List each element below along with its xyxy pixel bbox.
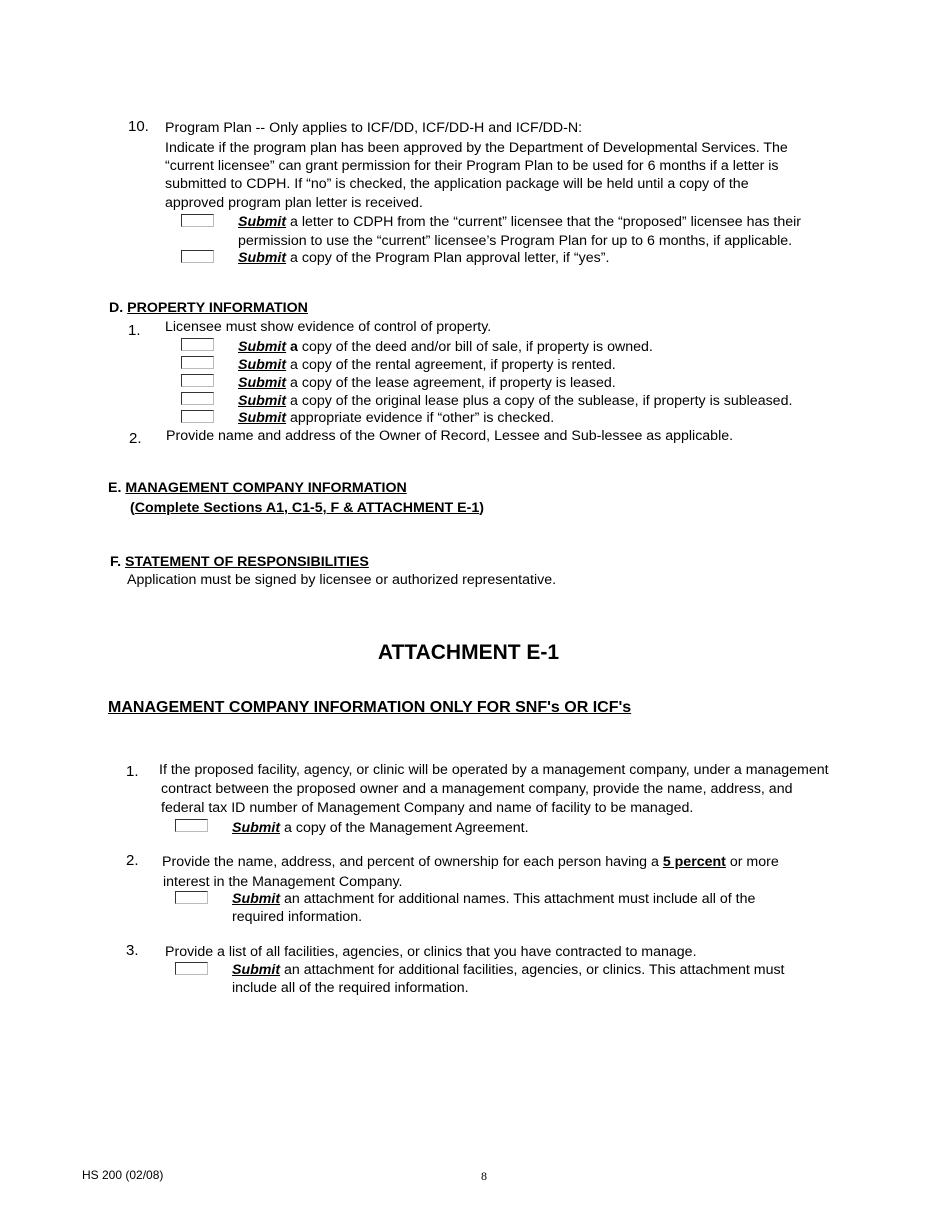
- submit-program-plan-letter: [238, 213, 801, 231]
- submit-additional-names-cont: required information.: [232, 909, 363, 925]
- submit-other: [238, 409, 554, 427]
- section-f-letter: F.: [110, 554, 122, 570]
- item-10-title: Program Plan -- Only applies to ICF/DD, ICF/DD-H and ICF/DD-N:: [165, 120, 583, 136]
- rental-checkbox[interactable]: [181, 356, 214, 369]
- attachment-subtitle: MANAGEMENT COMPANY INFORMATION ONLY FOR SNF's OR ICF's: [108, 699, 632, 716]
- item-10-line: Indicate if the program plan has been approved by the Department of Developmental Services. The: [165, 140, 788, 156]
- submit-sublease: [238, 392, 792, 410]
- submit-label: Submit: [232, 891, 281, 907]
- submit-text: appropriate evidence if “other” is checked.: [286, 410, 555, 426]
- attachment-item-1-line: contract between the proposed owner and a management company, provide the name, address, and: [161, 781, 793, 797]
- submit-additional-names: [232, 890, 755, 908]
- item-10-line: “current licensee” can grant permission for their Program Plan to be used for 6 months if a letter is: [165, 158, 779, 175]
- attachment-item-1-line: If the proposed facility, agency, or clinic will be operated by a management company, under a management: [159, 762, 829, 778]
- submit-program-plan-approval: [238, 249, 609, 267]
- section-f-text: Application must be signed by licensee or authorized representative.: [127, 572, 557, 588]
- page-number: 8: [481, 1169, 487, 1183]
- submit-label: Submit: [238, 393, 287, 409]
- section-d-letter: D.: [109, 300, 124, 316]
- submit-text: an attachment for additional facilities, agencies, or clinics. This attachment must: [280, 962, 785, 978]
- five-percent-emphasis: 5 percent: [662, 854, 726, 870]
- section-d-heading: [109, 299, 308, 317]
- attachment-title: ATTACHMENT E-1: [377, 641, 560, 664]
- submit-text: a copy of the Program Plan approval letter, if “yes”.: [286, 250, 610, 266]
- lease-checkbox[interactable]: [181, 374, 214, 387]
- item-10-number: 10.: [128, 118, 149, 135]
- submit-program-plan-letter-cont: permission to use the “current” licensee’s Program Plan for up to 6 months, if applicable.: [238, 233, 793, 249]
- additional-facilities-checkbox[interactable]: [175, 962, 208, 975]
- section-e-sub-open: (: [130, 500, 135, 516]
- submit-label: Submit: [238, 250, 287, 266]
- attachment-item-1-number: 1.: [126, 763, 139, 780]
- section-d-item-2-text: Provide name and address of the Owner of Record, Lessee and Sub-lessee as applicable.: [166, 428, 734, 444]
- attachment-item-2-line2: interest in the Management Company.: [163, 874, 403, 890]
- attachment-item-3-number: 3.: [126, 942, 139, 959]
- other-checkbox[interactable]: [181, 410, 214, 423]
- form-id: HS 200 (02/08): [82, 1168, 164, 1182]
- submit-label: Submit: [232, 962, 281, 978]
- attachment-item-2-line1: [162, 853, 779, 871]
- section-e-heading: [108, 479, 407, 497]
- section-e-sub-text: Complete Sections A1, C1-5, F & ATTACHMENT E-1: [134, 500, 480, 516]
- section-e-letter: E.: [108, 480, 122, 496]
- submit-additional-facilities: [232, 961, 785, 979]
- submit-text: copy of the deed and/or bill of sale, if property is owned.: [297, 339, 653, 355]
- line-text: Provide the name, address, and percent of ownership for each person having a: [162, 854, 663, 870]
- line-text: or more: [725, 854, 779, 870]
- attachment-item-3-text: Provide a list of all facilities, agencies, or clinics that you have contracted to manage.: [165, 944, 697, 960]
- submit-text: a letter to CDPH from the “current” licensee that the “proposed” licensee has their: [286, 214, 802, 230]
- section-e-subheading: [130, 499, 484, 517]
- submit-text: a copy of the lease agreement, if property is leased.: [286, 375, 616, 391]
- submit-label: Submit: [238, 339, 287, 355]
- section-d-item-1-text: Licensee must show evidence of control of property.: [165, 319, 492, 335]
- submit-lease: [238, 374, 616, 392]
- submit-text: a copy of the Management Agreement.: [280, 820, 529, 836]
- submit-deed: [238, 338, 653, 356]
- submit-label: Submit: [232, 820, 281, 836]
- item-10-description: [165, 139, 788, 212]
- section-d-item-1-number: 1.: [128, 322, 141, 339]
- section-d-title: PROPERTY INFORMATION: [127, 300, 308, 316]
- submit-text: an attachment for additional names. This attachment must include all of the: [280, 891, 756, 907]
- deed-checkbox[interactable]: [181, 338, 214, 351]
- submit-label: Submit: [238, 410, 287, 426]
- section-e-sub-close: ): [479, 500, 484, 516]
- sublease-checkbox[interactable]: [181, 392, 214, 405]
- program-plan-letter-checkbox[interactable]: [181, 214, 214, 227]
- item-10-line: submitted to CDPH. If “no” is checked, the application package will be held until a copy of the: [165, 176, 749, 193]
- submit-text: a copy of the original lease plus a copy of the sublease, if property is subleased.: [286, 393, 793, 409]
- submit-bold-word: a: [286, 339, 298, 355]
- section-e-title: MANAGEMENT COMPANY INFORMATION: [125, 480, 407, 496]
- submit-rental: [238, 356, 616, 374]
- attachment-item-1-line: federal tax ID number of Management Company and name of facility to be managed.: [161, 800, 694, 816]
- section-d-item-2-number: 2.: [129, 430, 142, 447]
- additional-names-checkbox[interactable]: [175, 891, 208, 904]
- submit-label: Submit: [238, 214, 287, 230]
- attachment-item-2-number: 2.: [126, 852, 139, 869]
- item-10-line: approved program plan letter is received.: [165, 194, 423, 211]
- section-f-title: STATEMENT OF RESPONSIBILITIES: [125, 554, 369, 570]
- submit-label: Submit: [238, 357, 287, 373]
- submit-management-agreement: [232, 819, 529, 837]
- submit-text: a copy of the rental agreement, if property is rented.: [286, 357, 616, 373]
- submit-additional-facilities-cont: include all of the required information.: [232, 980, 469, 996]
- management-agreement-checkbox[interactable]: [175, 819, 208, 832]
- program-plan-approval-checkbox[interactable]: [181, 250, 214, 263]
- submit-label: Submit: [238, 375, 287, 391]
- section-f-heading: [110, 553, 369, 571]
